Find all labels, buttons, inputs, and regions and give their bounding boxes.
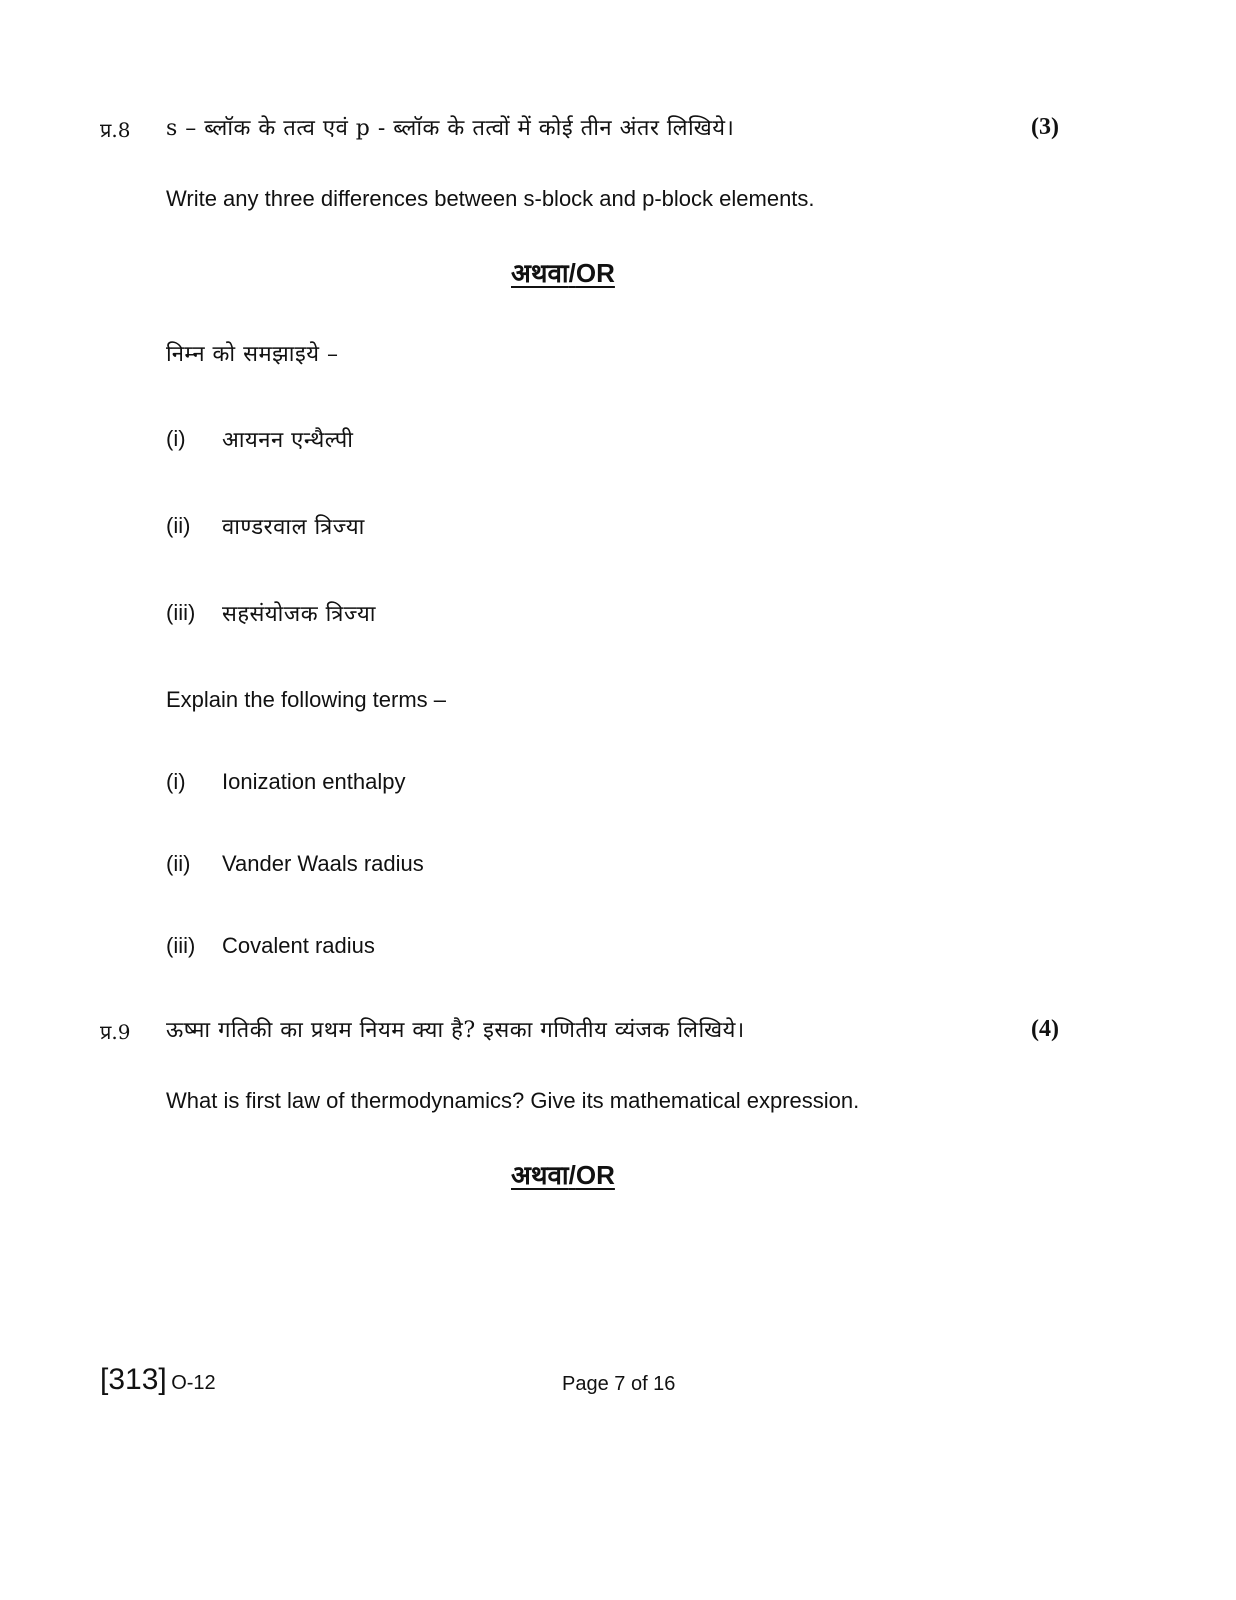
alt-hindi-item-label: (i) [166, 426, 186, 451]
or-separator-1 [511, 254, 615, 290]
or-slash: / [568, 1160, 576, 1190]
alt-english-item-label: (i) [166, 769, 186, 794]
alt-hindi-item-label: (ii) [166, 513, 191, 538]
alt-english-item-label: (ii) [166, 851, 191, 876]
alt-english-item-text: Ionization enthalpy [222, 769, 406, 794]
alt-english-item-text: Covalent radius [222, 933, 375, 958]
or-slash: / [568, 258, 576, 288]
or-hindi: अथवा [511, 1161, 569, 1191]
or-hindi: अथवा [511, 259, 569, 289]
footer-code-bracket: [313] [100, 1363, 167, 1396]
question-8-english-text: Write any three differences between s-block and p-block elements. [166, 186, 815, 211]
or-english: OR [575, 258, 615, 288]
question-9-number: प्र.9 [100, 1020, 131, 1044]
question-9-marks: (4) [1031, 1016, 1059, 1042]
alt-hindi-item-text: सहसंयोजक त्रिज्या [222, 602, 376, 627]
or-separator-2 [511, 1156, 615, 1192]
question-8-hindi-text: s – ब्लॉक के तत्व एवं p - ब्लॉक के तत्वों में कोई तीन अंतर लिखिये। [166, 116, 735, 141]
footer-code-suffix: O-12 [171, 1372, 216, 1394]
question-8-number: प्र.8 [100, 118, 131, 142]
alt-hindi-intro: निम्न को समझाइये – [166, 342, 339, 367]
footer-page-number: Page 7 of 16 [562, 1373, 676, 1395]
alt-english-item-text: Vander Waals radius [222, 851, 424, 876]
alt-english-item-label: (iii) [166, 933, 196, 958]
footer-paper-code [100, 1363, 216, 1397]
question-8-marks: (3) [1031, 114, 1059, 140]
alt-hindi-item-label: (iii) [166, 600, 196, 625]
alt-hindi-item-text: वाण्डरवाल त्रिज्या [222, 515, 365, 540]
or-english: OR [575, 1160, 615, 1190]
question-9-hindi-text: ऊष्मा गतिकी का प्रथम नियम क्या है? इसका गणितीय व्यंजक लिखिये। [166, 1018, 745, 1043]
alt-hindi-item-text: आयनन एन्थैल्पी [222, 428, 354, 453]
alt-english-intro: Explain the following terms – [166, 687, 447, 712]
question-9-english-text: What is first law of thermodynamics? Give its mathematical expression. [166, 1088, 860, 1113]
